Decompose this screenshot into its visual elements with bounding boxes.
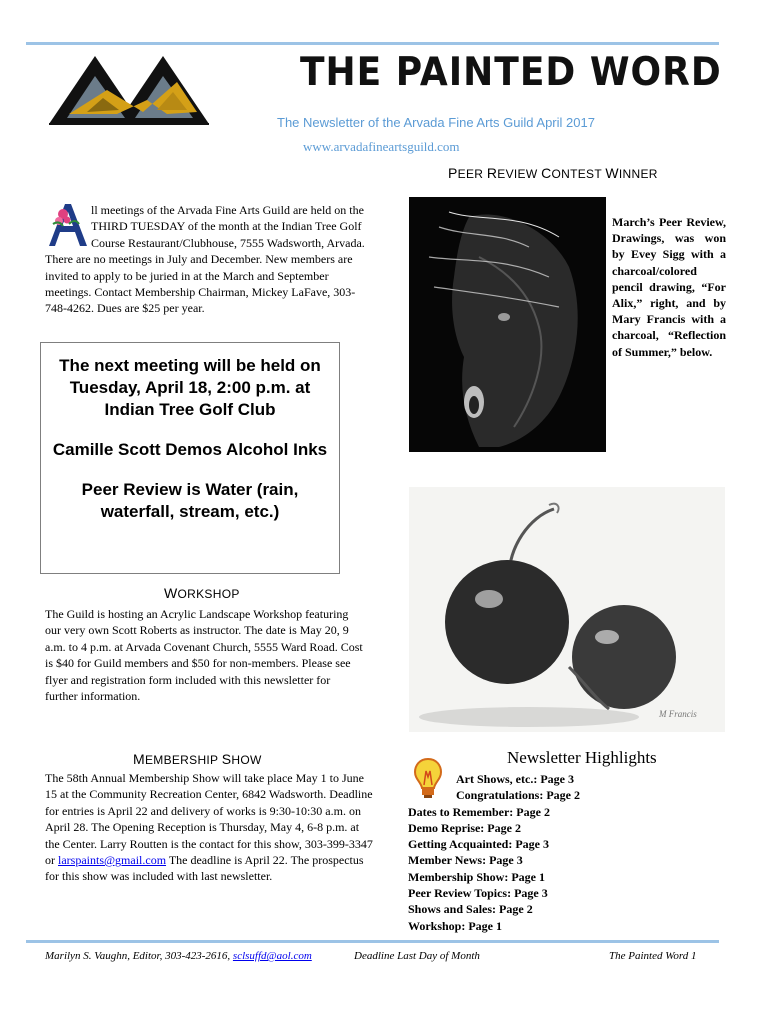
footer-editor: Marilyn S. Vaughn, Editor, 303-423-2616, sclsuffd@aol.com: [45, 950, 312, 962]
list-item: Shows and Sales: Page 2: [408, 902, 533, 917]
next-meeting-box: [40, 342, 340, 574]
contact-email-link[interactable]: larspaints@gmail.com: [58, 853, 167, 868]
footer-deadline: Deadline Last Day of Month: [354, 950, 480, 962]
top-rule: [26, 42, 719, 45]
list-item: Getting Acquainted: Page 3: [408, 837, 549, 852]
list-item: Member News: Page 3: [408, 853, 523, 868]
horse-drawing-image: [409, 197, 606, 452]
workshop-heading: WORKSHOP: [164, 585, 240, 601]
highlights-list: [408, 771, 580, 934]
list-item: Demo Reprise: Page 2: [408, 820, 521, 835]
membership-show-text: The 58th Annual Membership Show will take place May 1 to June 15 at the Community Recreation Center, 6842 Wadsworth. Deadline for entries is April 22 and delivery of works is 9:30-10:30 a.m. on April 28. The Opening Reception is Thursday, May 4, 6-8 p.m. at the Center. Larry Routten is the contact for this show, 303-399-3347 or larspaints@gmail.com The deadline is April 22. The prospectus for this show was included with last newsletter.: [45, 771, 373, 884]
list-item: Workshop: Page 1: [408, 918, 503, 933]
list-item: Peer Review Topics: Page 3: [408, 886, 548, 901]
website-url[interactable]: www.arvadafineartsguild.com: [303, 139, 460, 154]
list-item: Art Shows, etc.: Page 3: [456, 772, 574, 786]
newsletter-title: THE PAINTED WORD: [300, 50, 722, 95]
meeting-intro: [45, 202, 375, 317]
guild-logo-icon: [47, 52, 212, 127]
workshop-text: The Guild is hosting an Acrylic Landscape Workshop featuring our very own Scott Roberts as instructor. The date is May 20, 9 a.m. to 4 p.m. at Arvada Covenant Church, 5555 Ward Road. Cost is $40 for Guild members and $50 for non-members. Please see flyer and registration form included with this newsletter for further information.: [45, 607, 363, 704]
intro-text: ll meetings of the Arvada Fine Arts Guild are held on the THIRD TUESDAY of the month at the Indian Tree Golf Course Restaurant/Clubhouse, 7555 Wadsworth, Arvada. There are no meetings in July and December. New members are invited to apply to be juried in at the March and September meetings. Contact Membership Chairman, Mickey LaFave, 303-748-4262. Dues are $25 per year.: [45, 203, 365, 316]
list-item: Dates to Remember: Page 2: [408, 804, 550, 819]
bottom-rule: [26, 940, 719, 943]
next-meeting-text: The next meeting will be held on Tuesday, April 18, 2:00 p.m. at Indian Tree Golf Club: [59, 356, 321, 419]
peer-review-heading: PEER REVIEW CONTEST WINNER: [448, 165, 658, 181]
svg-text:M Francis: M Francis: [659, 709, 697, 719]
newsletter-subtitle: The Newsletter of the Arvada Fine Arts Guild April 2017: [277, 115, 595, 130]
floral-dropcap-icon: [45, 202, 89, 248]
cherries-drawing-image: [409, 487, 725, 732]
list-item: Membership Show: Page 1: [408, 869, 545, 884]
footer-page-label: The Painted Word 1: [609, 950, 697, 962]
list-item: Congratulations: Page 2: [456, 788, 580, 803]
demo-text: Camille Scott Demos Alcohol Inks: [52, 440, 328, 459]
peer-review-topic-text: Peer Review is Water (rain, waterfall, stream, etc.): [81, 480, 299, 521]
membership-show-heading: MEMBERSHIP SHOW: [133, 751, 262, 767]
highlights-title: Newsletter Highlights: [507, 748, 657, 767]
editor-email-link[interactable]: sclsuffd@aol.com: [232, 950, 312, 962]
peer-review-text: March’s Peer Review, Drawings, was won by Evey Sigg with a charcoal/colored pencil drawing, “For Alix,” right, and by Mary Francis with a charcoal, “Reflection of Summer,” below.: [612, 215, 726, 359]
